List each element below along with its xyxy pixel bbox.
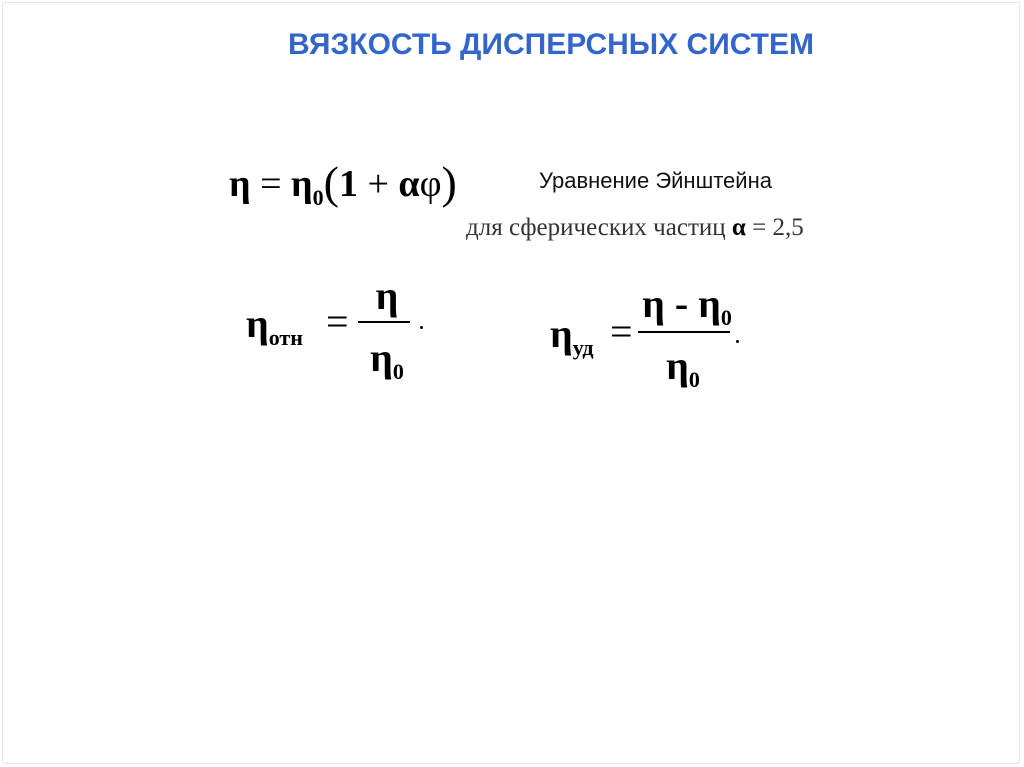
sp-fraction-bar (638, 331, 730, 333)
rel-denominator (364, 334, 410, 385)
einstein-equation (229, 158, 457, 209)
rel-numerator: η (375, 273, 399, 318)
rel-dot (420, 326, 423, 329)
sp-den-eta: η (666, 343, 689, 388)
spherical-condition (466, 214, 804, 242)
eq-equals: = (260, 163, 282, 205)
sp-dot (736, 340, 739, 343)
slide-title-text: ВЯЗКОСТЬ ДИСПЕРСНЫХ СИСТЕМ (287, 28, 814, 61)
sp-num-sub: 0 (720, 305, 732, 330)
rel-equals: = (326, 299, 349, 344)
sp-denominator (660, 342, 706, 393)
rel-den-sub: 0 (392, 359, 404, 384)
eq-one: 1 (338, 163, 358, 205)
einstein-caption: Уравнение Эйнштейна (539, 168, 772, 193)
eq-eta0-sub: 0 (312, 185, 324, 210)
sp-equals: = (610, 309, 633, 354)
rel-eta: η (246, 301, 269, 346)
rel-fraction-bar (358, 321, 410, 323)
sp-lhs (550, 310, 593, 361)
condition-alpha: α (731, 214, 746, 241)
slide-frame (2, 2, 1020, 764)
condition-text: для сферических частиц (466, 214, 726, 241)
sp-num-text: η - η (642, 281, 721, 326)
rel-den-eta: η (370, 335, 393, 380)
sp-numerator (642, 280, 732, 331)
eq-eta: η (229, 163, 251, 205)
sp-eta: η (550, 311, 573, 356)
rel-lhs (246, 300, 303, 351)
condition-value: = 2,5 (752, 214, 804, 241)
sp-den-sub: 0 (688, 367, 700, 392)
slide-title (0, 28, 1024, 62)
sp-sub: уд (572, 335, 594, 360)
eq-paren-close: ) (441, 157, 457, 208)
eq-alpha: α (398, 163, 420, 205)
relative-viscosity-formula (246, 270, 446, 400)
eq-eta0: η (291, 163, 313, 205)
specific-viscosity-formula (550, 280, 770, 410)
eq-phi: φ (419, 163, 442, 205)
rel-sub: отн (268, 325, 303, 350)
eq-plus: + (367, 163, 389, 205)
eq-paren-open: ( (323, 157, 339, 208)
